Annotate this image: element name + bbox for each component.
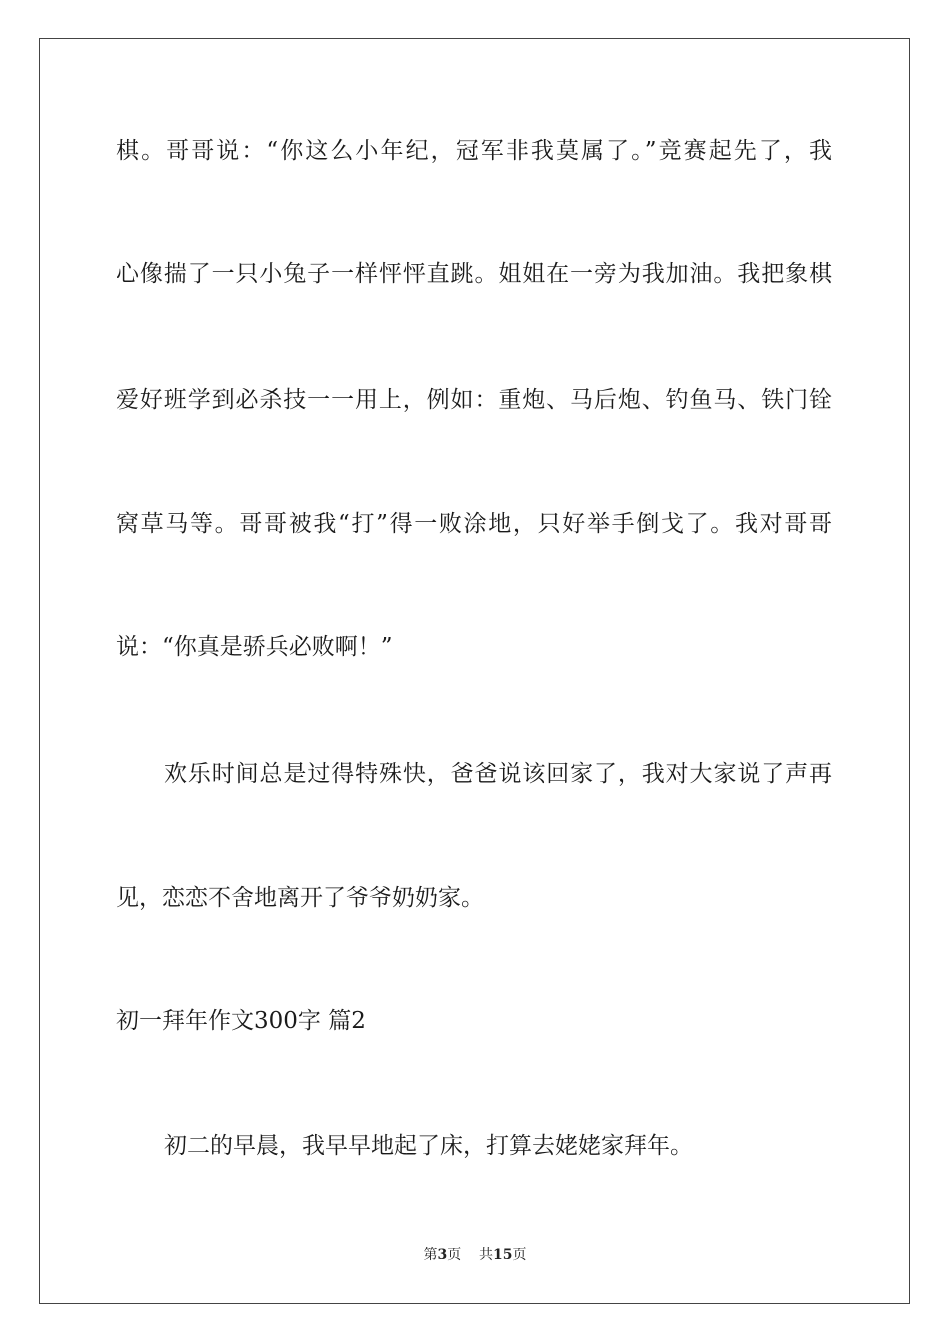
body-line-2: 心像揣了一只小兔子一样怦怦直跳。姐姐在一旁为我加油。我把象棋	[116, 261, 832, 287]
body-line-3: 爱好班学到必杀技一一用上，例如：重炮、马后炮、钓鱼马、铁门铨	[116, 387, 832, 413]
paragraph-2-line-2: 见，恋恋不舍地离开了爷爷奶奶家。	[116, 885, 484, 911]
body-line-1: 棋。哥哥说：“你这么小年纪，冠军非我莫属了。”竞赛起先了，我	[116, 138, 832, 164]
footer-suffix: 页	[512, 1247, 527, 1263]
body-line-4: 窝草马等。哥哥被我“打”得一败涂地，只好举手倒戈了。我对哥哥	[116, 511, 832, 537]
footer-page-number: 3	[437, 1247, 448, 1263]
footer-prefix: 第	[423, 1247, 438, 1263]
paragraph-2-line-1: 欢乐时间总是过得特殊快，爸爸说该回家了，我对大家说了声再	[164, 761, 832, 787]
section-heading: 初一拜年作文300字 篇2	[116, 1008, 366, 1034]
page-border	[39, 38, 910, 1304]
page-footer	[0, 1245, 950, 1265]
body-line-5: 说：“你真是骄兵必败啊！”	[116, 634, 393, 660]
footer-total-pages: 15	[493, 1247, 513, 1263]
paragraph-3-line-1: 初二的早晨，我早早地起了床，打算去姥姥家拜年。	[164, 1133, 693, 1159]
footer-middle: 页 共	[447, 1247, 494, 1263]
